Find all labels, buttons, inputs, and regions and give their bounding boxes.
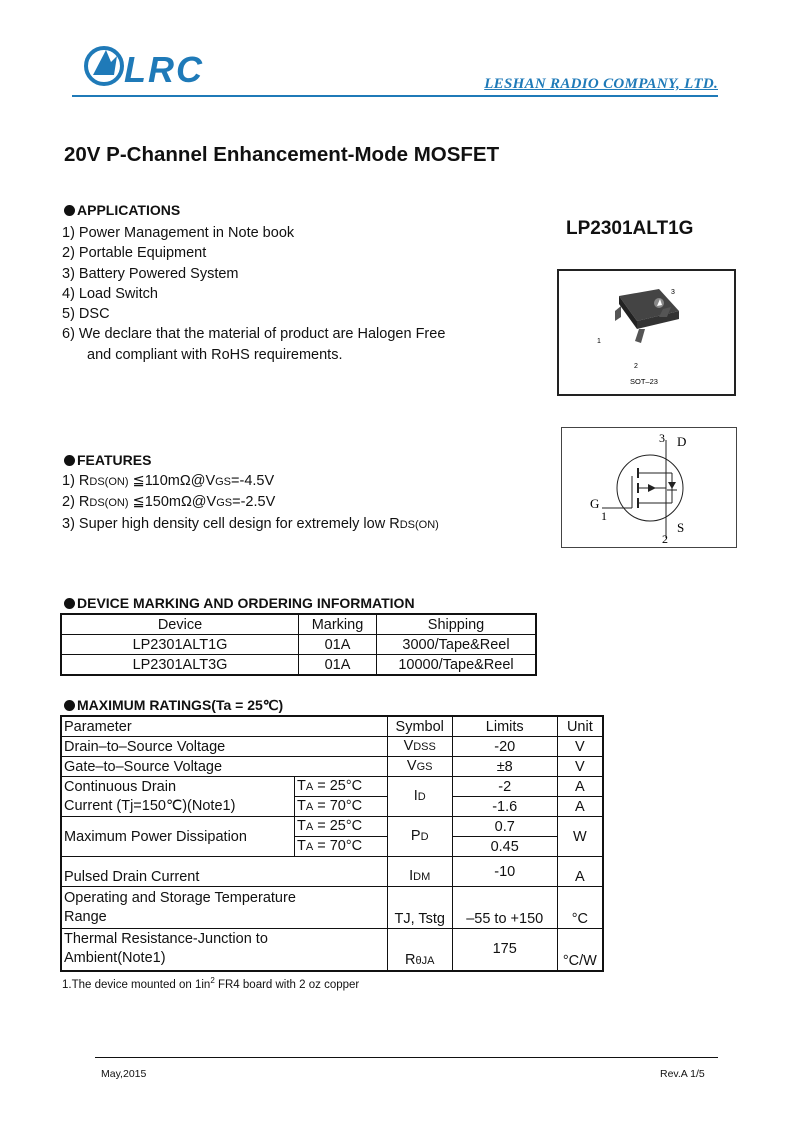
schem-source: S	[677, 520, 685, 535]
bullet-icon	[64, 205, 75, 216]
list-item: 1) Power Management in Note book	[62, 225, 295, 241]
marking-heading: DEVICE MARKING AND ORDERING INFORMATION	[64, 595, 415, 611]
document-title: 20V P-Channel Enhancement-Mode MOSFET	[64, 143, 500, 166]
table-row: Gate–to–Source Voltage VGS ±8 V	[61, 757, 603, 777]
table-header-row: Device Marking Shipping	[61, 614, 536, 635]
footnote: 1.The device mounted on $1in^2$ FR4 board with 2 oz copper	[62, 976, 360, 991]
table-row: Drain–to–Source Voltage VDSS -20 V	[61, 737, 603, 757]
company-name: LESHAN RADIO COMPANY, LTD.	[484, 76, 718, 92]
p-channel-mosfet-icon	[562, 428, 736, 547]
ratings-heading: MAXIMUM RATINGS(Ta = 25℃)	[64, 697, 283, 714]
footer-rule	[95, 1057, 718, 1058]
schem-pin1: 1	[601, 509, 607, 523]
table-row: TA = 70°C -1.6 A	[61, 797, 603, 817]
sot23-package-icon	[559, 271, 734, 394]
package-drawing	[557, 269, 736, 396]
list-item: 5) DSC	[62, 306, 110, 323]
applications-heading: APPLICATIONS	[64, 202, 180, 218]
features-heading: FEATURES	[64, 452, 151, 468]
marking-table	[60, 613, 537, 676]
list-item: 3) Super high density cell design for extremely low RDS(ON)	[62, 515, 439, 532]
table-row: LP2301ALT1G 01A 3000/Tape&Reel	[61, 635, 536, 655]
schem-gate: G	[590, 496, 600, 511]
pin1-label: 1	[597, 338, 601, 345]
list-item: 3) Battery Powered System	[62, 265, 239, 282]
part-number: LP2301ALT1G	[566, 218, 694, 239]
schem-drain: D	[677, 434, 687, 449]
list-item: 2) RDS(ON) ≦150mΩ@VGS=-2.5V	[62, 494, 276, 511]
footer-date: May,2015	[101, 1068, 147, 1080]
pin2-label: 2	[634, 363, 638, 370]
table-row: Continuous Drain Current (Tj=150℃)(Note1) TA = 25°C ID -2 A	[61, 777, 603, 797]
pin3-label: 3	[671, 289, 675, 296]
schem-pin2: 2	[662, 532, 668, 546]
table-header-row: Parameter Symbol Limits Unit	[61, 716, 603, 737]
mosfet-schematic	[561, 427, 737, 548]
list-item: 4) Load Switch	[62, 285, 158, 302]
table-row: TA = 70°C 0.45	[61, 837, 603, 857]
bullet-icon	[64, 598, 75, 609]
bullet-icon	[64, 700, 75, 711]
footer-revision: Rev.A 1/5	[660, 1068, 705, 1080]
table-row: LP2301ALT3G 01A 10000/Tape&Reel	[61, 655, 536, 676]
applications-list	[62, 223, 445, 365]
table-row: Operating and Storage Temperature Range TJ, Tstg –55 to +150 °C	[61, 887, 603, 929]
ratings-table	[60, 715, 604, 972]
list-item: 6) We declare that the material of product are Halogen Free	[62, 326, 446, 343]
table-row: Pulsed Drain Current IDM -10 A	[61, 857, 603, 887]
bullet-icon	[64, 455, 75, 466]
list-item: 2) Portable Equipment	[62, 245, 207, 262]
table-row: Thermal Resistance-Junction to Ambient(Note1) RθJA 175 °C/W	[61, 929, 603, 971]
schem-pin3: 3	[659, 431, 665, 445]
package-name: SOT–23	[630, 377, 658, 386]
features-list	[62, 471, 439, 535]
list-item: 1) RDS(ON) ≦110mΩ@VGS=-4.5V	[62, 473, 275, 489]
logo-text: LRC	[124, 49, 204, 90]
header-rule	[72, 95, 718, 97]
list-item: and compliant with RoHS requirements.	[87, 346, 343, 363]
table-row: Maximum Power Dissipation TA = 25°C PD 0.7 W	[61, 817, 603, 837]
